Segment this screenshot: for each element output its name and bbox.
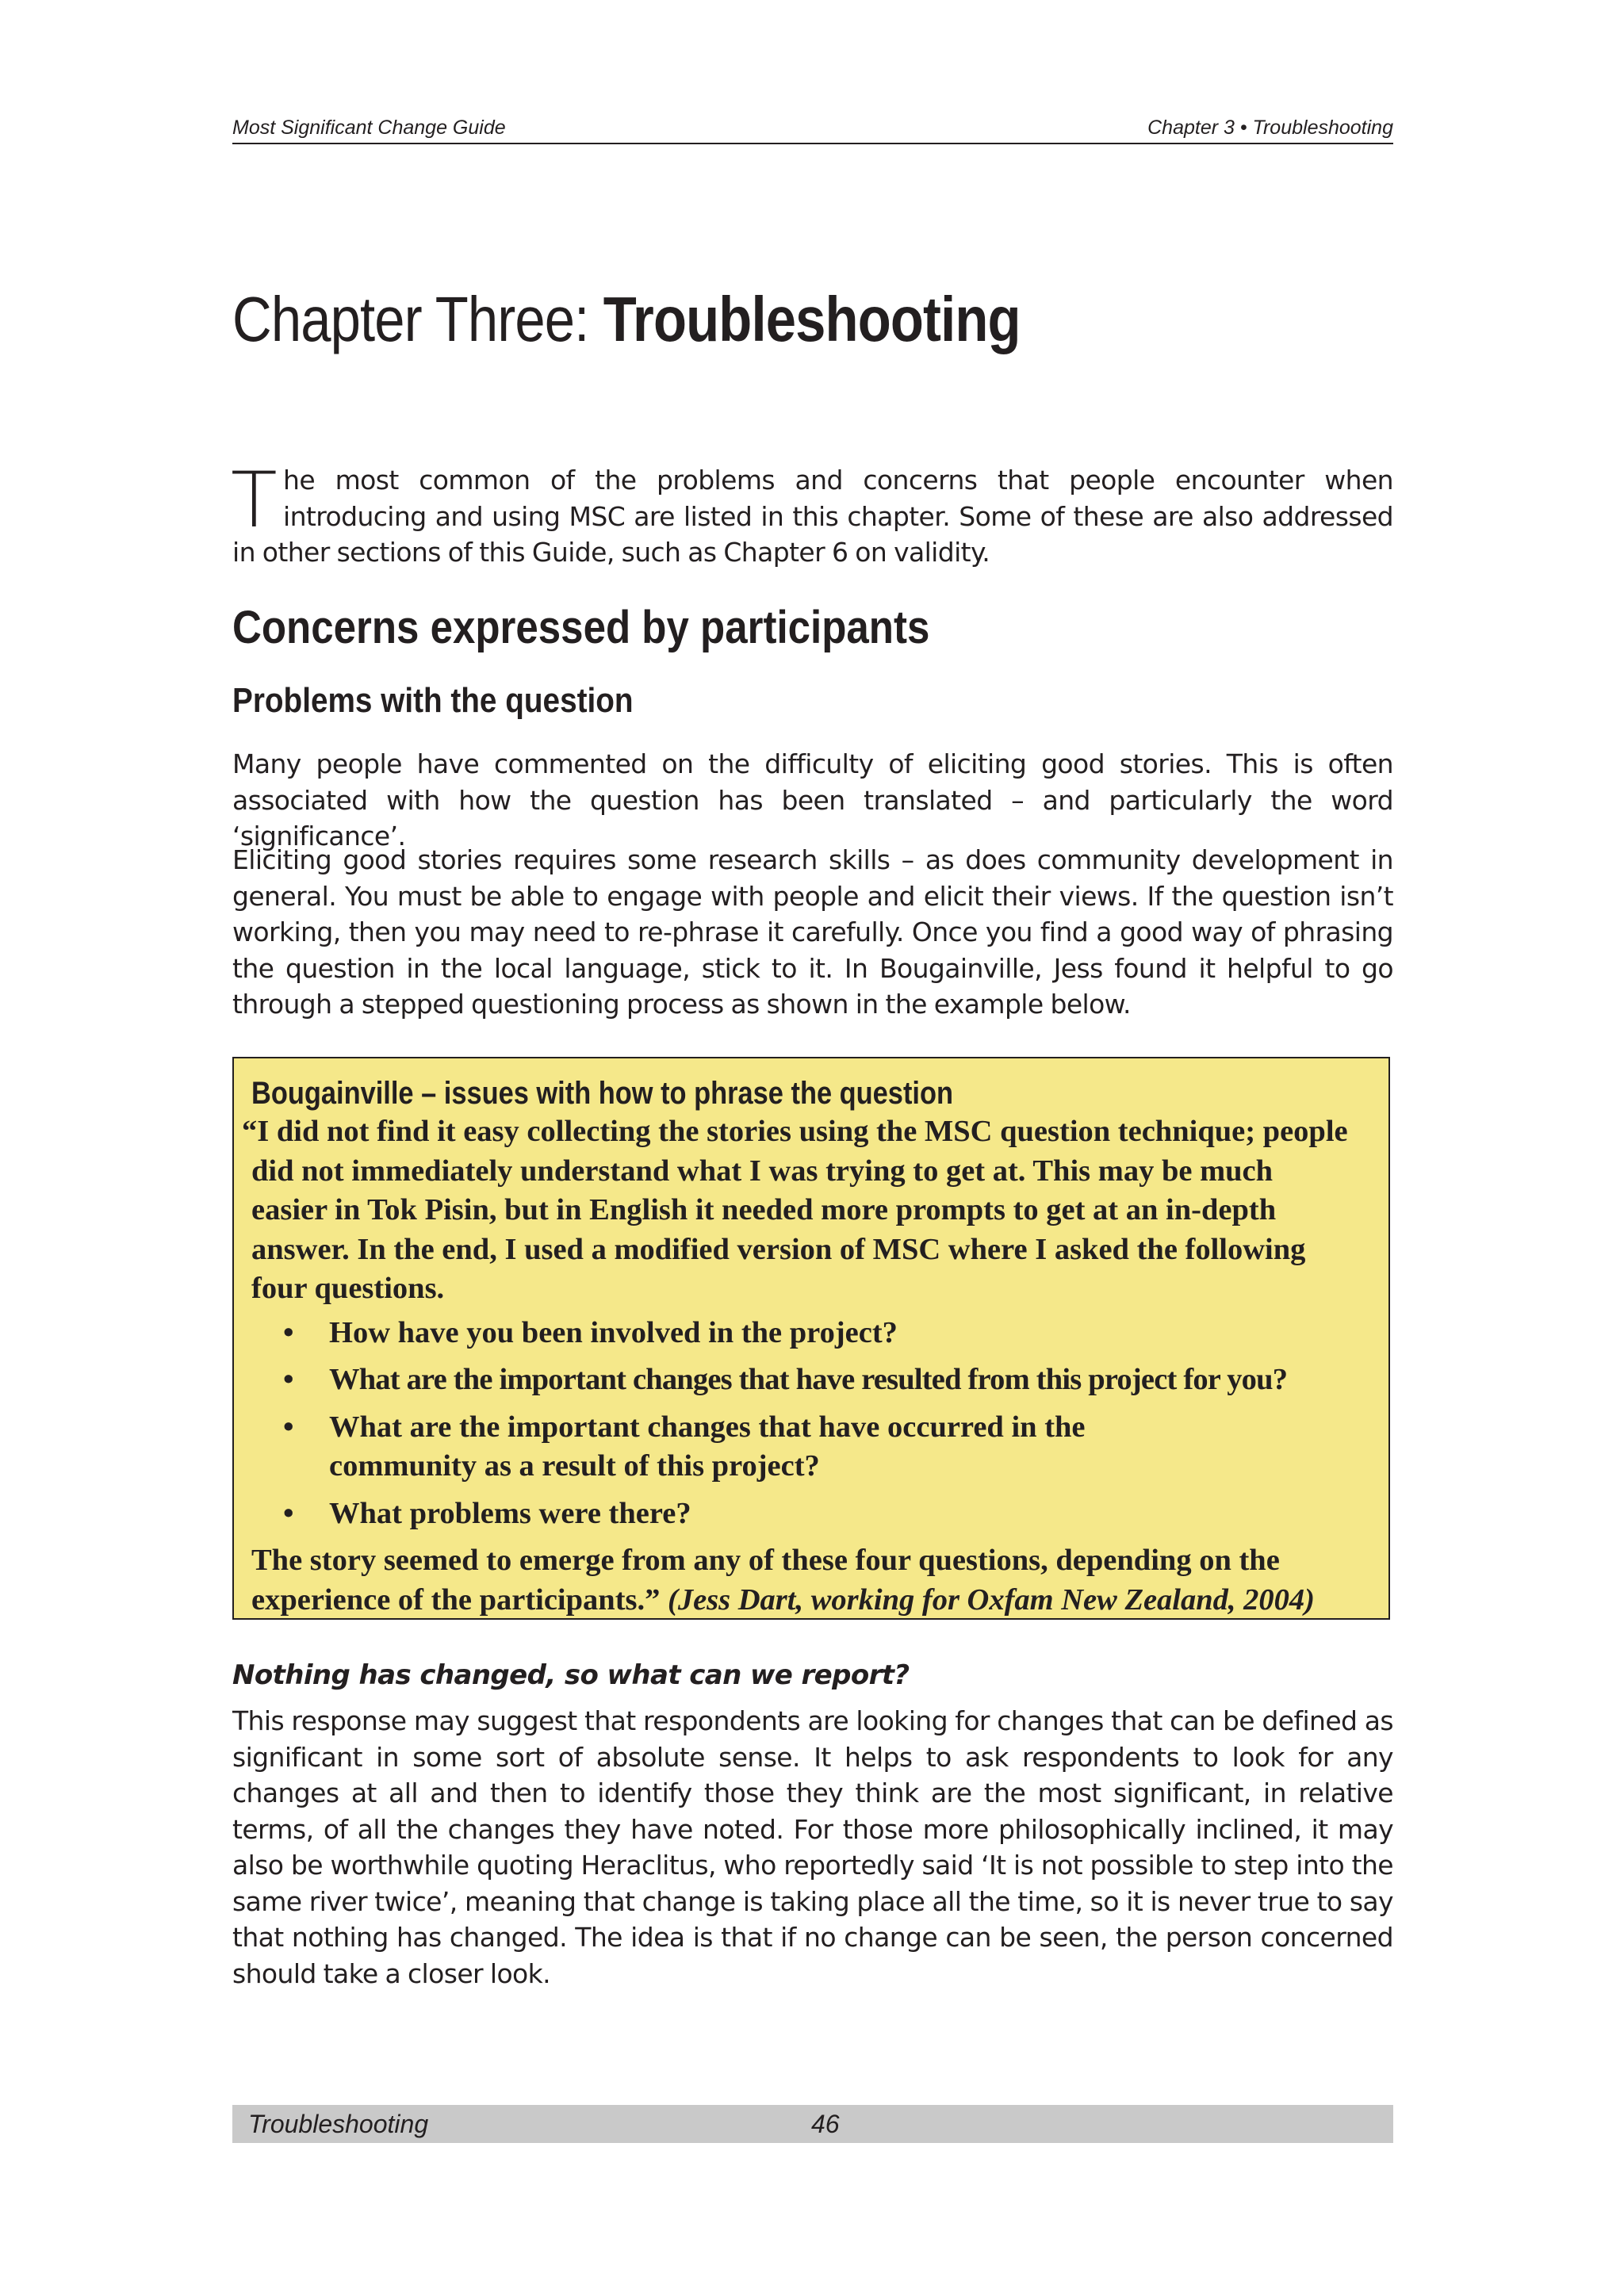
subheading-italic: Nothing has changed, so what can we report? [232, 1659, 910, 1691]
body-paragraph: Eliciting good stories requires some research skills – as does community development in general. You must be able to engage with people and elicit their views. If the question isn’t working, then you may need to re-phrase it carefully. Once you find a good way of phrasing the question in the local language, stick to it. In Bougainville, Jess found it helpful to go through a stepped questioning process as shown in the example below. [232, 844, 1393, 1020]
chapter-title [232, 281, 1021, 358]
subsection-heading: Problems with the question [232, 681, 634, 720]
footer-section-label: Troubleshooting [248, 2110, 429, 2138]
intro-paragraph [231, 456, 1393, 571]
question-item [242, 1360, 1352, 1400]
question-text: How have you been involved in the project? [329, 1315, 898, 1349]
section-heading: Concerns expressed by participants [232, 602, 930, 653]
question-text: What problems were there? [329, 1496, 691, 1530]
chapter-title-prefix: Chapter Three: [232, 284, 603, 354]
bullet-icon: • [283, 1410, 294, 1444]
question-text: What are the important changes that have resulted from this project for you? [329, 1363, 1288, 1396]
chapter-title-main: Troubleshooting [603, 284, 1021, 354]
running-header [232, 116, 1393, 144]
page-footer [232, 2105, 1393, 2143]
quote-outro: The story seemed to emerge from any of these four questions, depending on the experience of the participants.” [251, 1544, 1280, 1617]
question-item [242, 1408, 1352, 1487]
case-study-quote [242, 1112, 1352, 1620]
question-item [242, 1314, 1352, 1353]
intro-text: he most common of the problems and concerns that people encounter when introducing and using MSC are listed in this chapter. Some of these are also addressed in other sections of this Guide, such as Chapter 6 on validity. [232, 465, 1393, 568]
body-paragraph: Many people have commented on the difficulty of eliciting good stories. This is often associated with how the question has been translated – and particularly the word ‘significance’. [232, 748, 1393, 851]
header-guide-title: Most Significant Change Guide [232, 117, 506, 139]
case-study-title: Bougainville – issues with how to phrase the question [251, 1076, 953, 1111]
bullet-icon: • [283, 1363, 293, 1396]
question-list [242, 1314, 1352, 1534]
bullet-icon: • [283, 1496, 294, 1530]
body-paragraph: This response may suggest that respondents are looking for changes that can be defined as significant in some sort of absolute sense. It helps to ask respondents to look for any changes at all and then to identify those they think are the most significant, in relative terms, of all the changes they have noted. For those more philosophically inclined, it may also be worthwhile quoting Heraclitus, who reportedly said ‘It is not possible to step into the same river twice’, meaning that change is taking place all the time, so it is never true to say that nothing has changed. The idea is that if no change can be seen, the person concerned should take a closer look. [232, 1705, 1393, 1989]
question-item [242, 1494, 1352, 1534]
quote-outro-paragraph [242, 1541, 1352, 1620]
quote-citation: (Jess Dart, working for Oxfam New Zealand, 2004) [668, 1582, 1315, 1617]
quote-intro: “I did not find it easy collecting the stories using the MSC question technique; people did not immediately understand what I was trying to get at. This may be much easier in Tok Pisin, but in English it needed more prompts to get at an in-depth answer. In the end, I used a modified version of MSC where I asked the following four questions. [242, 1115, 1348, 1305]
drop-cap: T [231, 456, 278, 545]
bullet-icon: • [283, 1315, 294, 1349]
case-study-box [232, 1057, 1390, 1620]
question-text: What are the important changes that have occurred in the community as a result of this project? [329, 1410, 1086, 1483]
page-number: 46 [811, 2110, 840, 2138]
header-chapter-label: Chapter 3 • Troubleshooting [1147, 117, 1393, 139]
